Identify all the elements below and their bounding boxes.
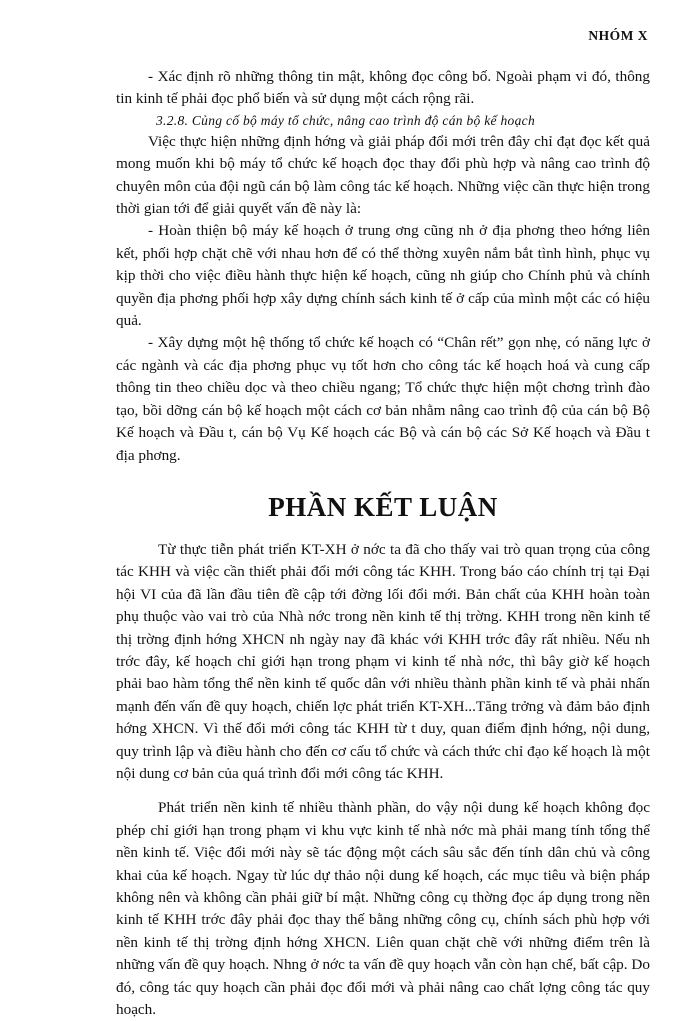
- section-title-conclusion: PHẦN KẾT LUẬN: [268, 491, 498, 522]
- paragraph-bullet-apparatus: - Hoàn thiện bộ máy kế hoạch ở trung ơng cũng nh ở địa phơng theo hớng liên kết, phối hợp chặt chẽ với nhau hơn để có thể thờng xuyên nắm bắt tình hình, phục vụ kịp thời cho việc điều hành thực hiện kế hoạch, cũng nh giúp cho Chính phủ và chính quyền địa phơng phối hợp xây dựng chính sách kinh tế ở cấp của mình một các có hiệu quả.: [116, 222, 650, 330]
- paragraph-conclusion-1: Từ thực tiễn phát triển KT-XH ở nớc ta đã cho thấy vai trò quan trọng của công tác KHH và việc cần thiết phải đổi mới công tác KHH. Trong báo cáo chính trị tại Đại hội VI của đã lần đầu tiên đề cập tới đờng lối đổi mới. Bản chất của KHH hoàn toàn phụ thuộc vào vai trò của Nhà nớc trong nền kinh tế thị trờng. KHH trong nền kinh tế thị trờng định hớng XHCN nh ngày nay đã khác với KHH trớc đây rất nhiều. Nếu nh trớc đây, kế hoạch chỉ giới hạn trong phạm vi kinh tế nhà nớc, thì bây giờ kế hoạch phải bao hàm tổng thể nền kinh tế quốc dân với nhiều thành phần kinh tế và phải nhấn mạnh đến vấn đề quy hoạch, chiến lợc phát triển KT-XH...Tăng trởng và đảm bảo định hớng XHCN. Vì thế đổi mới công tác KHH từ t duy, quan điểm định hớng, nội dung, quy trình lập và điều hành cho đến cơ cấu tổ chức và cách thức chỉ đạo kế hoạch là một nội dung cơ bản của quá trình đổi mới công tác KHH.: [116, 540, 650, 782]
- document-body: [116, 66, 650, 1021]
- paragraph-confidential-info: - Xác định rõ những thông tin mật, không đọc công bố. Ngoài phạm vi đó, thông tin kinh tế phải đọc phổ biến và sử dụng một cách rộng rãi.: [116, 68, 650, 108]
- paragraph-planning-apparatus-intro: Việc thực hiện những định hớng và giải pháp đổi mới trên đây chỉ đạt đọc kết quả mong muốn khi bộ máy tổ chức kế hoạch đọc thay đổi phù hợp và nâng cao trình độ chuyên môn của đội ngũ cán bộ làm công tác kế hoạch. Những việc cần thực hiện trong thời gian tới để giải quyết vấn đề này là:: [116, 132, 650, 218]
- page-header-group-label: NHÓM X: [588, 28, 648, 43]
- paragraph-conclusion-2: Phát triển nền kinh tế nhiều thành phần, do vậy nội dung kế hoạch không đọc phép chỉ giới hạn trong phạm vi khu vực kinh tế nhà nớc mà phải mang tính tổng thể nền kinh tế. Việc đổi mới này sẽ tác động một cách sâu sắc đến tính dân chủ và công khai của kế hoạch. Ngay từ lúc dự thảo nội dung kế hoạch, các mục tiêu và biện pháp không nên và không cần phải giữ bí mật. Những công cụ thờng đọc áp dụng trong nền kinh tế KHH trớc đây phải đọc thay thế bằng những công cụ, chính sách phù hợp với nền kinh tế thị trờng định hớng XHCN. Liên quan chặt chẽ với những điểm trên là những vấn đề quy hoạch. Nhng ở nớc ta vấn đề quy hoạch vẫn còn hạn chế, bất cập. Do đó, công tác quy hoạch cần phải đọc đổi mới và phải nâng cao chất lợng công tác quy hoạch.: [116, 799, 650, 1019]
- paragraph-bullet-training: - Xây dựng một hệ thống tổ chức kế hoạch có “Chân rết” gọn nhẹ, có năng lực ở các ngành và các địa phơng phục vụ tốt hơn cho công tác kế hoạch hoá và cung cấp thông tin theo chiều dọc và theo chiều ngang; Tổ chức thực hiện một chơng trình đào tạo, bồi dỡng cán bộ kế hoạch một cách cơ bản nhằm nâng cao trình độ của cán bộ Bộ Kế hoạch và Đầu t, cán bộ Vụ Kế hoạch các Bộ và cán bộ các Sở Kế hoạch và Đầu t địa phơng.: [116, 334, 650, 464]
- paragraph-spacer: [116, 785, 650, 797]
- subsection-heading-3-2-8: 3.2.8. Củng cố bộ máy tổ chức, nâng cao trình độ cán bộ kế hoạch: [156, 112, 535, 128]
